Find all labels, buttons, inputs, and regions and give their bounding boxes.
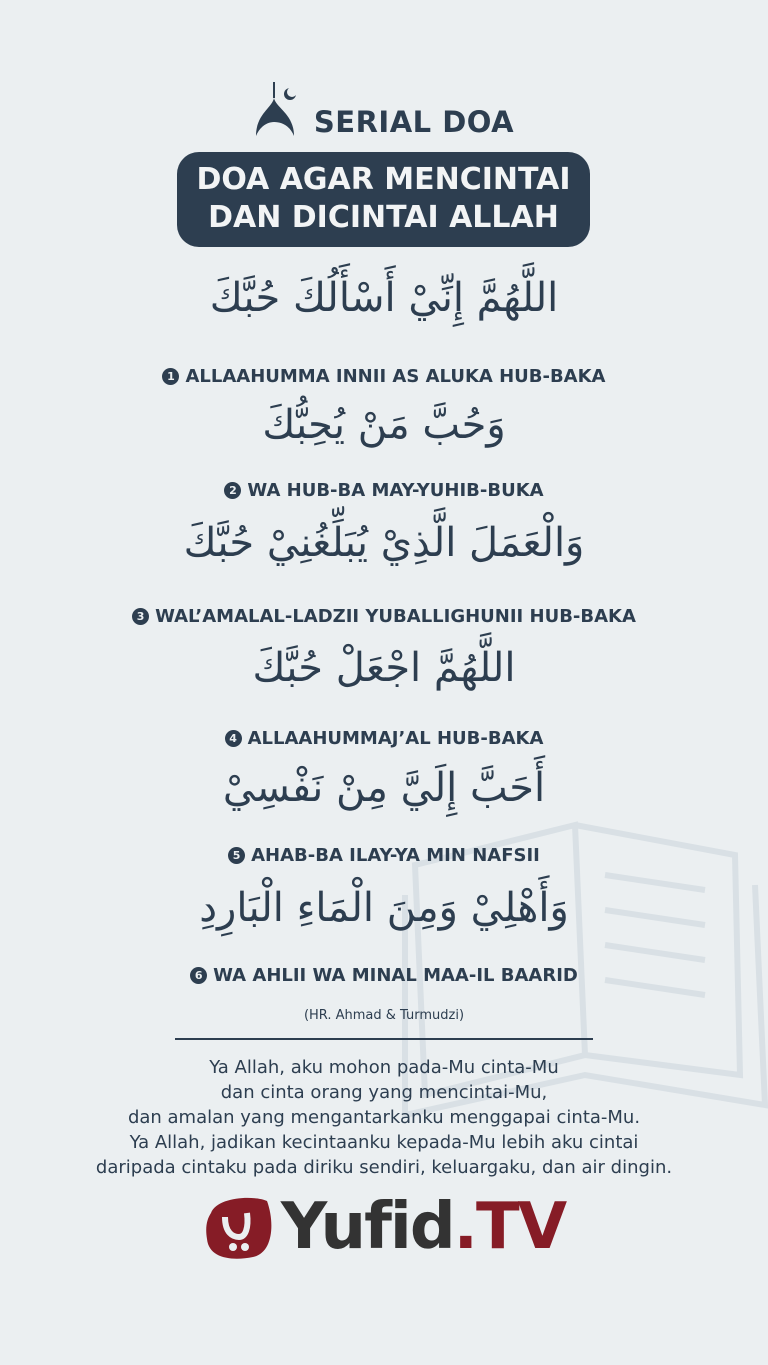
- latin-line-5: [0, 845, 768, 866]
- latin-text: WA HUB-BA MAY-YUHIB-BUKA: [247, 480, 544, 501]
- title-line-1: DOA AGAR MENCINTAI: [196, 162, 571, 197]
- number-badge: 2: [224, 482, 241, 499]
- series-label: SERIAL DOA: [313, 105, 515, 139]
- logo-text-accent: .TV: [453, 1190, 566, 1264]
- latin-line-2: [0, 480, 768, 501]
- arabic-line-6: وَأَهْلِيْ وَمِنَ الْمَاءِ الْبَارِدِ: [199, 885, 569, 931]
- number-badge: 3: [132, 608, 149, 625]
- yufid-logo-icon: [203, 1193, 275, 1261]
- arabic-line-3: وَالْعَمَلَ الَّذِيْ يُبَلِّغُنِيْ حُبَّكَ: [183, 520, 585, 566]
- title-box: [177, 152, 590, 247]
- translation-line: dan amalan yang mengantarkanku menggapai cinta-Mu.: [127, 1107, 641, 1128]
- latin-line-3: [0, 606, 768, 627]
- title-line-2: DAN DICINTAI ALLAH: [208, 200, 559, 235]
- translation-line: dan cinta orang yang mencintai-Mu,: [220, 1082, 548, 1103]
- latin-line-1: [0, 366, 768, 387]
- latin-text: WA AHLII WA MINAL MAA-IL BAARID: [213, 965, 578, 986]
- translation-line: Ya Allah, jadikan kecintaanku kepada-Mu lebih aku cintai: [129, 1132, 639, 1153]
- latin-line-6: [0, 965, 768, 986]
- arabic-line-4: اللَّهُمَّ اجْعَلْ حُبَّكَ: [252, 645, 516, 691]
- latin-text: WAL’AMALAL-LADZII YUBALLIGHUNII HUB-BAKA: [155, 606, 636, 627]
- arabic-line-2: وَحُبَّ مَنْ يُحِبُّكَ: [262, 402, 506, 448]
- number-badge: 1: [162, 368, 179, 385]
- translation-line: daripada cintaku pada diriku sendiri, keluargaku, dan air dingin.: [95, 1157, 673, 1178]
- latin-text: AHAB-BA ILAY-YA MIN NAFSII: [251, 845, 540, 866]
- number-badge: 5: [228, 847, 245, 864]
- translation: [0, 1055, 768, 1180]
- divider: [175, 1038, 593, 1040]
- mosque-dome-icon: [254, 80, 306, 138]
- arabic-line-1: اللَّهُمَّ إِنِّيْ أَسْأَلُكَ حُبَّكَ: [209, 275, 559, 321]
- hadith-source: (HR. Ahmad & Turmudzi): [303, 1008, 465, 1023]
- logo-text-main: Yufid: [280, 1190, 454, 1264]
- yufid-tv-logo: [0, 1190, 768, 1264]
- number-badge: 4: [225, 730, 242, 747]
- translation-line: Ya Allah, aku mohon pada-Mu cinta-Mu: [209, 1057, 559, 1078]
- latin-text: ALLAAHUMMA INNII AS ALUKA HUB-BAKA: [185, 366, 606, 387]
- number-badge: 6: [190, 967, 207, 984]
- latin-line-4: [0, 728, 768, 749]
- latin-text: ALLAAHUMMAJ’AL HUB-BAKA: [247, 728, 544, 749]
- arabic-line-5: أَحَبَّ إِلَيَّ مِنْ نَفْسِيْ: [222, 765, 546, 811]
- series-header: [0, 80, 768, 138]
